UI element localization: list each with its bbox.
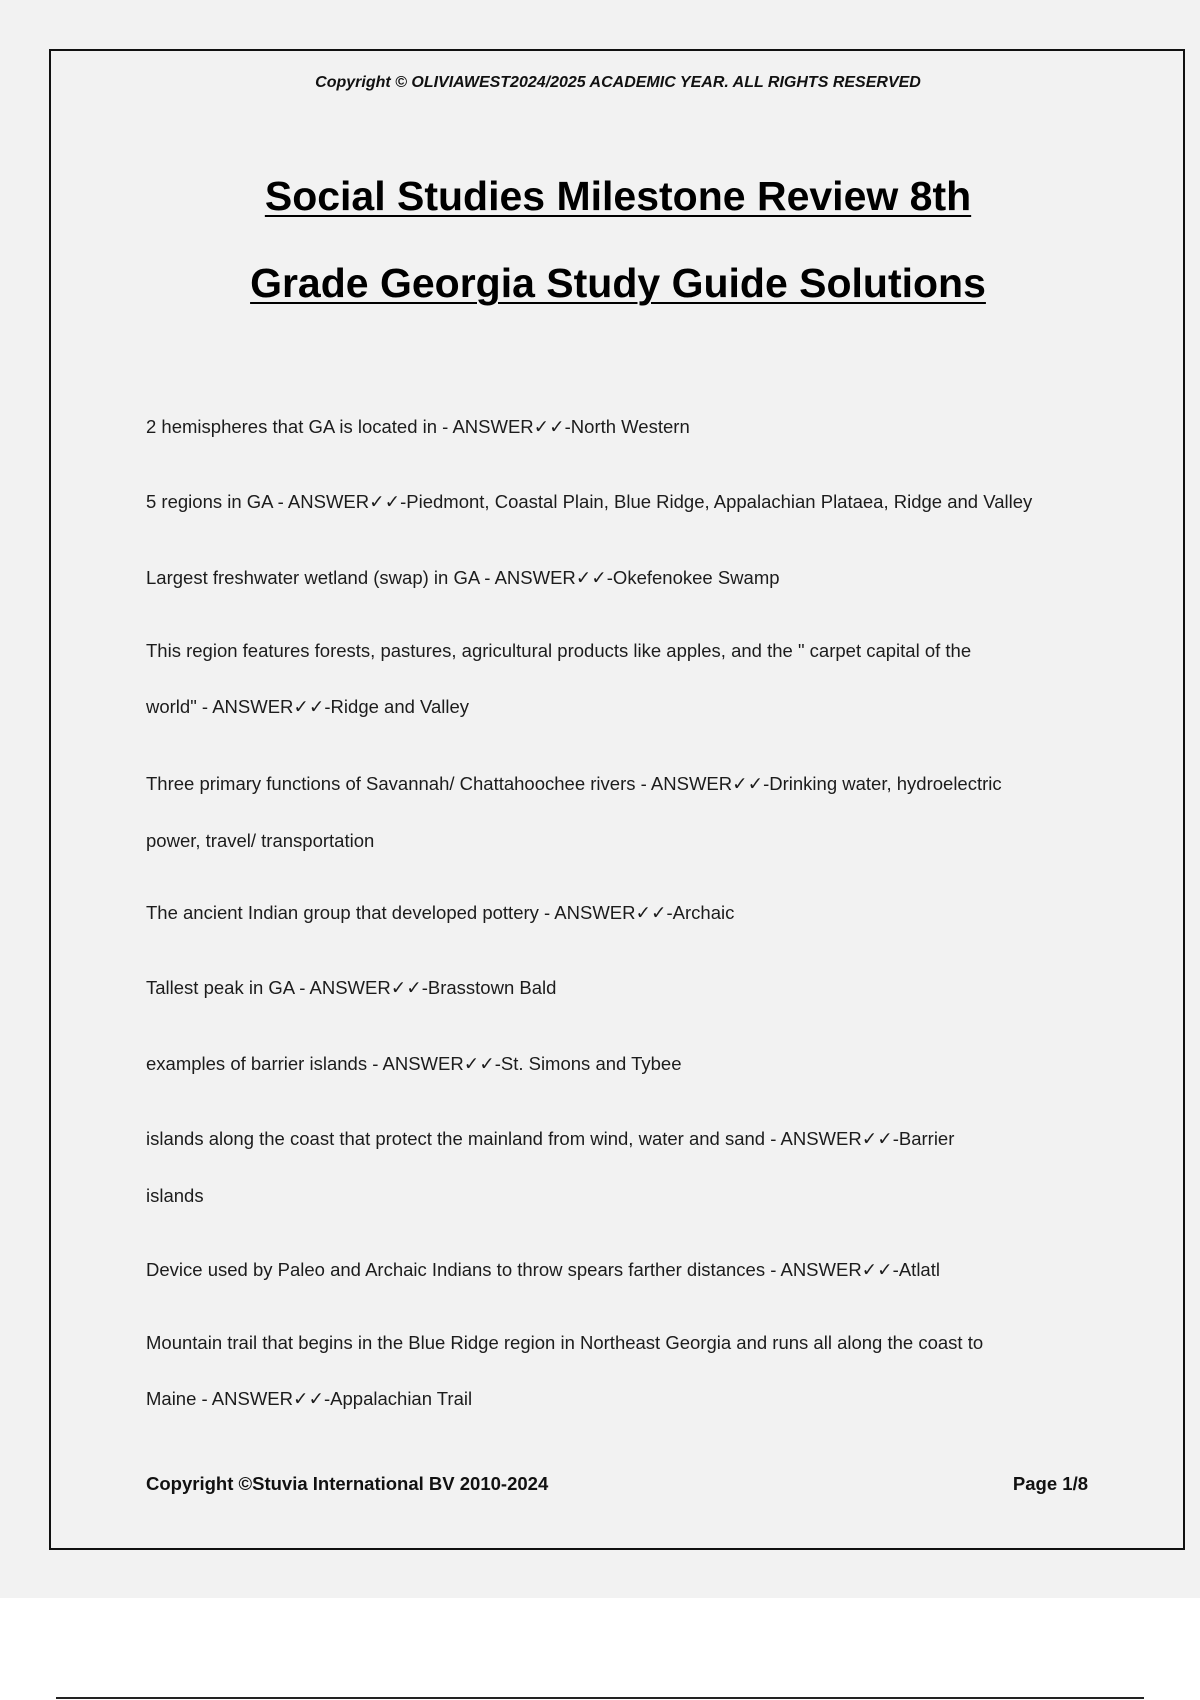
document-title-line-2	[0, 260, 1200, 307]
qa-line: 5 regions in GA - ANSWER✓✓-Piedmont, Coastal Plain, Blue Ridge, Appalachian Plataea, Ridge and Valley	[146, 491, 1033, 512]
title-text-1: Social Studies Milestone Review 8th	[264, 173, 972, 219]
qa-line: Largest freshwater wetland (swap) in GA - ANSWER✓✓-Okefenokee Swamp	[146, 567, 780, 588]
next-page-divider	[56, 1697, 1144, 1699]
footer-copyright: Copyright ©Stuvia International BV 2010-2024	[146, 1473, 549, 1494]
qa-line: examples of barrier islands - ANSWER✓✓-St. Simons and Tybee	[146, 1053, 682, 1074]
page-number: Page 1/8	[1012, 1473, 1088, 1494]
qa-line: 2 hemispheres that GA is located in - ANSWER✓✓-North Western	[146, 416, 690, 437]
title-text-2: Grade Georgia Study Guide Solutions	[250, 260, 986, 306]
qa-line: Tallest peak in GA - ANSWER✓✓-Brasstown Bald	[146, 977, 557, 998]
qa-line: This region features forests, pastures, agricultural products like apples, and the " carpet capital of the	[146, 640, 972, 661]
qa-line: islands	[146, 1185, 204, 1206]
document-title-line-1	[0, 173, 1200, 220]
qa-line: islands along the coast that protect the mainland from wind, water and sand - ANSWER✓✓-Barrier	[146, 1128, 955, 1149]
qa-line: world" - ANSWER✓✓-Ridge and Valley	[146, 696, 470, 717]
qa-line: Mountain trail that begins in the Blue Ridge region in Northeast Georgia and runs all along the coast to	[146, 1332, 984, 1353]
qa-line: power, travel/ transportation	[146, 830, 375, 851]
qa-line: Three primary functions of Savannah/ Chattahoochee rivers - ANSWER✓✓-Drinking water, hydroelectric	[146, 773, 1002, 794]
qa-line: Maine - ANSWER✓✓-Appalachian Trail	[146, 1388, 473, 1409]
qa-line: Device used by Paleo and Archaic Indians to throw spears farther distances - ANSWER✓✓-Atlatl	[146, 1259, 940, 1280]
qa-line: The ancient Indian group that developed pottery - ANSWER✓✓-Archaic	[146, 902, 735, 923]
header-copyright: Copyright © OLIVIAWEST2024/2025 ACADEMIC YEAR. ALL RIGHTS RESERVED	[315, 74, 921, 91]
